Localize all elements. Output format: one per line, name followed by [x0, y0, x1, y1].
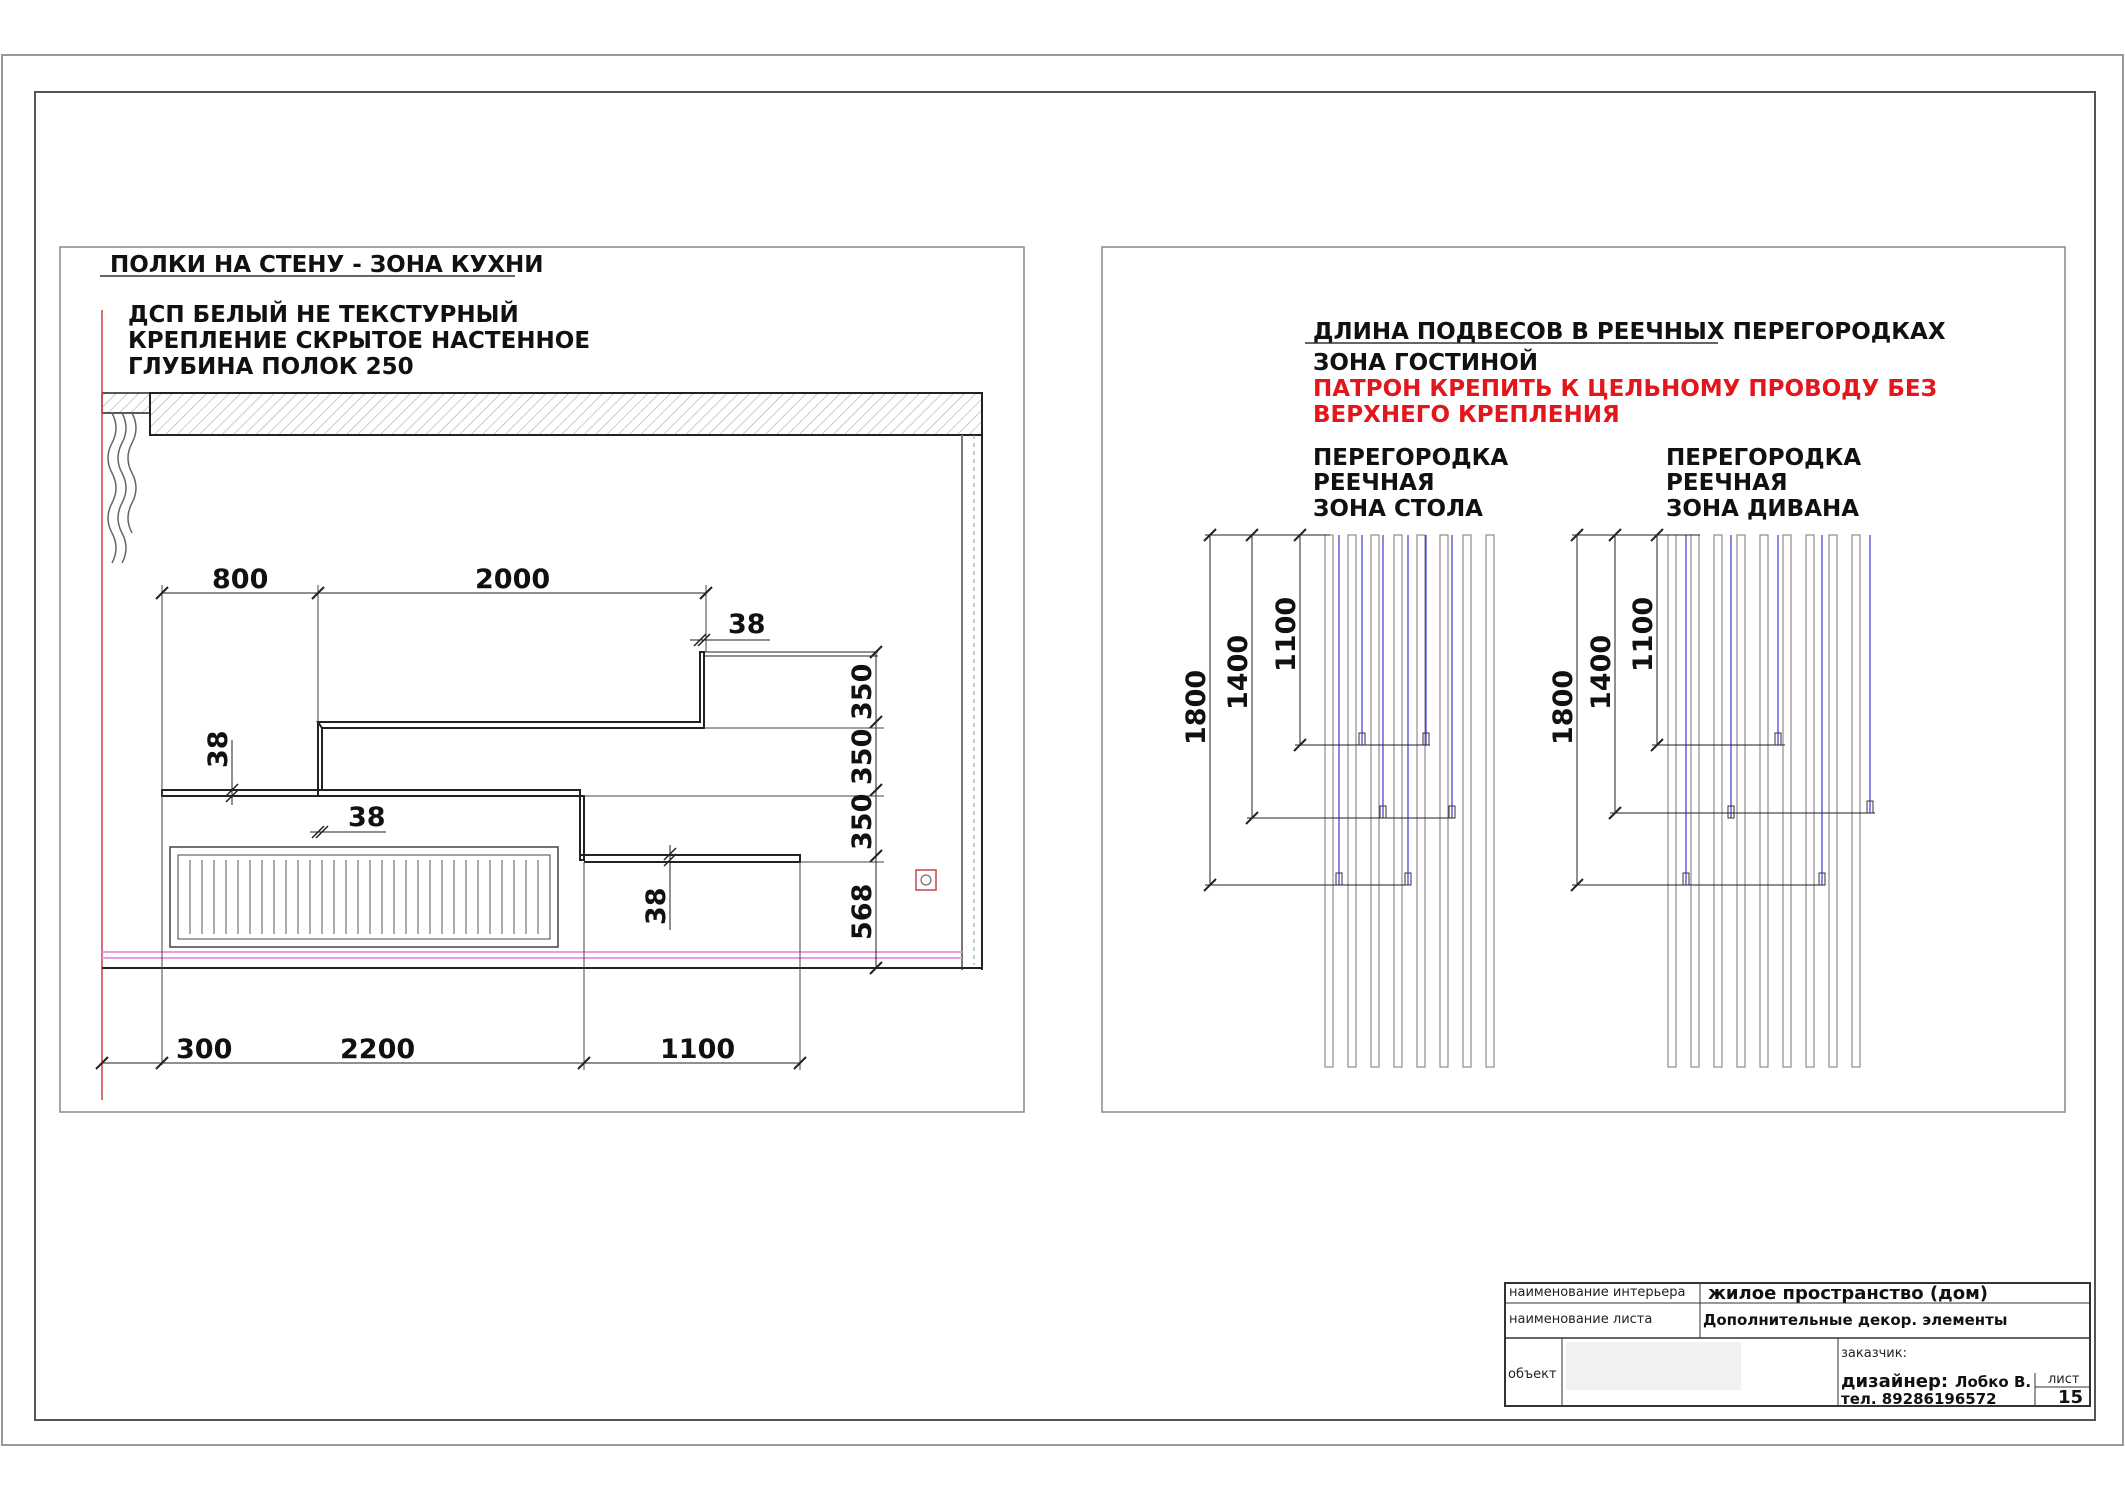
dim-300: 300 — [176, 1034, 233, 1065]
slats-a — [1325, 535, 1494, 1067]
slat — [1691, 535, 1699, 1067]
warning-line-1: ПАТРОН КРЕПИТЬ К ЦЕЛЬНОМУ ПРОВОДУ БЕЗ — [1313, 376, 1937, 402]
dim-2200: 2200 — [340, 1034, 416, 1065]
tb-value-sheet: Дополнительные декор. элементы — [1703, 1311, 2008, 1329]
slat — [1852, 535, 1860, 1067]
ceiling-slab-left — [102, 393, 150, 413]
dim-350-3: 350 — [847, 793, 878, 850]
slat — [1783, 535, 1791, 1067]
slat — [1371, 535, 1379, 1067]
dim-350-1: 350 — [847, 663, 878, 720]
socket — [916, 870, 936, 890]
dim-1100: 1100 — [660, 1034, 736, 1065]
partition-b-line-1: ПЕРЕГОРОДКА — [1666, 445, 1862, 471]
dim-350-2: 350 — [847, 728, 878, 785]
slat — [1486, 535, 1494, 1067]
partition-a-line-3: ЗОНА СТОЛА — [1313, 496, 1483, 522]
dim-b-1400: 1400 — [1586, 634, 1617, 710]
slat — [1714, 535, 1722, 1067]
tb-designer-label: дизайнер: — [1841, 1371, 1949, 1392]
dim-a-1100: 1100 — [1271, 596, 1302, 672]
slat — [1325, 535, 1333, 1067]
tb-designer-name: Лобко В. — [1955, 1373, 2032, 1391]
slat — [1348, 535, 1356, 1067]
inner-frame — [35, 92, 2095, 1420]
left-note-3: ГЛУБИНА ПОЛОК 250 — [128, 354, 414, 380]
dim-38-left: 38 — [203, 730, 234, 768]
dim-b-1800: 1800 — [1548, 669, 1579, 745]
pendants-a — [1336, 535, 1455, 885]
dim-568: 568 — [847, 883, 878, 940]
tb-label-sheet: наименование листа — [1509, 1312, 1653, 1327]
pendants-b — [1683, 535, 1873, 885]
radiator-inner — [178, 855, 550, 939]
dim-2000: 2000 — [475, 564, 551, 595]
right-panel-title: ДЛИНА ПОДВЕСОВ В РЕЕЧНЫХ ПЕРЕГОРОДКАХ — [1313, 319, 1946, 345]
dim-38-top: 38 — [728, 609, 766, 640]
tb-sheet-label: лист — [2048, 1372, 2080, 1387]
dim-38-bottom: 38 — [641, 887, 672, 925]
slat — [1737, 535, 1745, 1067]
tb-sheet-number: 15 — [2058, 1387, 2084, 1408]
partition-b-line-2: РЕЕЧНАЯ — [1666, 470, 1788, 496]
left-panel-title: ПОЛКИ НА СТЕНУ - ЗОНА КУХНИ — [110, 252, 544, 278]
slat — [1806, 535, 1814, 1067]
tb-value-interior: жилое пространство (дом) — [1708, 1283, 1989, 1304]
tb-phone: тел. 89286196572 — [1841, 1390, 1997, 1408]
dim-38-mid: 38 — [348, 802, 386, 833]
slat — [1829, 535, 1837, 1067]
shelf-top-outline — [700, 652, 878, 656]
dim-a-1400: 1400 — [1223, 634, 1254, 710]
title-block — [1505, 1283, 2090, 1408]
left-note-1: ДСП БЕЛЫЙ НЕ ТЕКСТУРНЫЙ — [128, 302, 519, 328]
tb-label-customer: заказчик: — [1841, 1346, 1907, 1361]
dim-800: 800 — [212, 564, 269, 595]
slat — [1440, 535, 1448, 1067]
right-subtitle: ЗОНА ГОСТИНОЙ — [1313, 350, 1539, 376]
radiator — [170, 847, 558, 947]
tb-label-interior: наименование интерьера — [1509, 1285, 1686, 1300]
partition-a-line-1: ПЕРЕГОРОДКА — [1313, 445, 1509, 471]
dim-a-1800: 1800 — [1181, 669, 1212, 745]
slat — [1394, 535, 1402, 1067]
partition-a-line-2: РЕЕЧНАЯ — [1313, 470, 1435, 496]
dim-b-1100: 1100 — [1628, 596, 1659, 672]
slat — [1760, 535, 1768, 1067]
slat — [1463, 535, 1471, 1067]
shelf-top — [318, 652, 704, 728]
shelf-middle-riser — [318, 722, 322, 796]
slat — [1417, 535, 1425, 1067]
slat — [1668, 535, 1676, 1067]
radiator-fins — [190, 860, 538, 934]
warning-line-2: ВЕРХНЕГО КРЕПЛЕНИЯ — [1313, 402, 1620, 428]
curtain — [108, 413, 136, 563]
left-note-2: КРЕПЛЕНИЕ СКРЫТОЕ НАСТЕННОЕ — [128, 328, 591, 354]
partition-b-line-3: ЗОНА ДИВАНА — [1666, 496, 1860, 522]
slats-b — [1668, 535, 1860, 1067]
tb-object-blurred — [1566, 1342, 1741, 1390]
ceiling-slab — [150, 393, 982, 435]
tb-label-object: объект — [1508, 1367, 1557, 1382]
socket-hole — [921, 875, 931, 885]
left-panel — [60, 247, 1024, 1112]
right-panel — [1102, 247, 2065, 1112]
shelf-bottom — [580, 855, 800, 862]
